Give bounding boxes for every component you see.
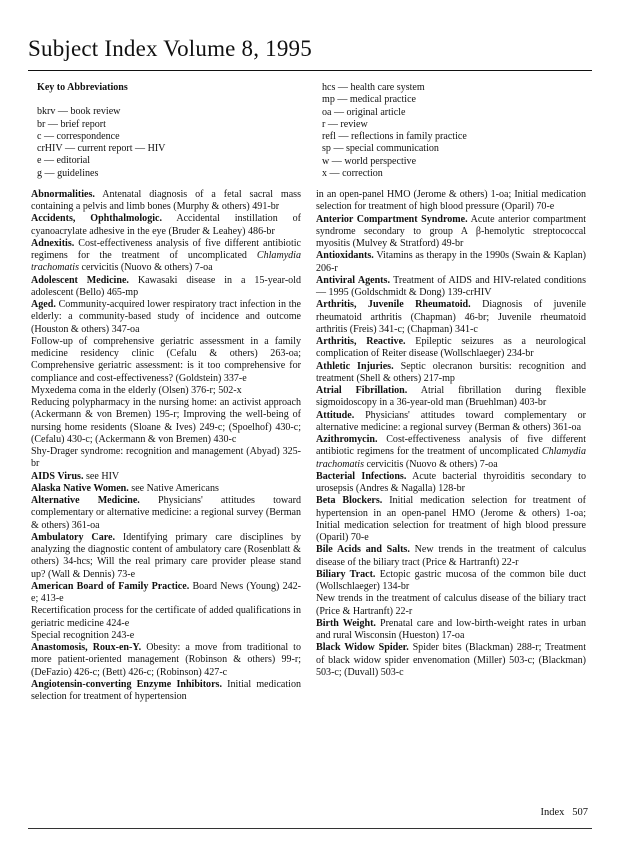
key-item: mp — medical practice <box>322 94 417 106</box>
index-entry <box>316 214 586 251</box>
entry-text: see HIV <box>83 470 120 482</box>
footer-label: Index <box>540 807 565 818</box>
index-term: Biliary Tract. <box>316 568 376 580</box>
index-entry <box>31 642 301 679</box>
index-term: Atrial Fibrillation. <box>316 385 408 396</box>
entry-text: New trends in the treatment of calculus disease of the biliary tract (Price & Hartranft) 22-r <box>316 544 586 568</box>
index-entry <box>316 544 586 569</box>
key-item: sp — special communication <box>322 143 439 155</box>
index-entry <box>31 213 301 238</box>
index-entry <box>31 471 301 483</box>
index-subentry: New trends in the treatment of calculus disease of the biliary tract (Price & Hartranft) 22-r <box>316 593 586 617</box>
entry-text: Spider bites (Blackman) 288-r; Treatment of black widow spider envenomation (Miller) 503-c; (Blackman) 503-c; (Duvall) 503-c <box>316 642 586 678</box>
index-entry <box>31 532 301 581</box>
entry-text: Acute bacterial thyroiditis secondary to urosepsis (Andres & Nagalla) 128-br <box>316 470 586 494</box>
index-subentry: Follow-up of comprehensive geriatric assessment in a family medicine residency clinic (Cefalu & others) 263-oa; Comprehensive geriatric assessment: is it too comprehensive for compliance and cost-effectiveness? (Goldstein) 337-e <box>31 335 301 384</box>
index-entry <box>31 483 301 495</box>
entry-text: Board News (Young) 242-e; 413-e <box>31 580 301 604</box>
entry-text: Identifying primary care disciplines by analyzing the diagnostic content of ambulatory care (Rosenblatt & others) 34-hcs; Will the real primary care provider please stand up? (Wall & Dennis) 73-e <box>31 531 301 580</box>
index-entry <box>316 471 586 496</box>
index-entry <box>316 618 586 643</box>
index-entry <box>316 642 586 679</box>
index-term: Anterior Compartment Syndrome. <box>316 213 468 225</box>
right-column <box>316 78 586 679</box>
index-entry <box>316 434 586 471</box>
index-entry <box>31 679 301 704</box>
index-entry <box>316 385 586 410</box>
index-entry <box>316 336 586 361</box>
index-term: Beta Blockers. <box>316 495 383 507</box>
key-list-left <box>31 106 301 180</box>
index-entry <box>316 299 586 336</box>
key-item: x — correction <box>322 167 383 179</box>
entry-text: cervicitis (Nuovo & others) 7-oa <box>364 458 498 470</box>
entry-text: cervicitis (Nuovo & others) 7-oa <box>79 262 213 274</box>
key-item: br — brief report <box>37 118 106 130</box>
entry-text: Acute anterior compartment syndrome secondary to group A β-hemolytic streptococcal myositis (Mulvey & Stratford) 49-br <box>316 213 587 249</box>
index-term: Bacterial Infections. <box>316 470 407 482</box>
key-item: crHIV — current report — HIV <box>37 143 166 154</box>
key-list-right <box>316 82 586 180</box>
entry-text: Diagnosis of juvenile rheumatoid arthritis (Chapman) 46-br; Juvenile rheumatoid arthritis (Freis) 341-c; (Chapman) 341-c <box>316 299 586 335</box>
index-term: Antioxidants. <box>316 250 374 262</box>
key-item: refl — reflections in family practice <box>322 131 467 142</box>
footer-rule <box>28 828 592 829</box>
index-entry <box>31 581 301 606</box>
index-term: Angiotensin-converting Enzyme Inhibitors. <box>31 678 222 690</box>
entry-italic: Chlamydia trachomatis <box>316 446 586 470</box>
left-column <box>31 78 301 703</box>
index-term: Black Widow Spider. <box>316 642 409 654</box>
entry-text: Physicians' attitudes toward complementary or alternative medicine: a regional survey (Berman & others) 361-oa <box>316 409 586 433</box>
entry-text: Cost-effectiveness analysis of five different antibiotic regimens for the treatment of uncomplicated <box>31 237 301 261</box>
entry-text: Physicians' attitudes toward complementary or alternative medicine: a regional survey (Berman & others) 361-oa <box>31 495 302 531</box>
entry-text: Prenatal care and low-birth-weight rates in urban and rural Wisconsin (Hueston) 17-oa <box>316 617 587 641</box>
index-term: AIDS Virus. <box>31 470 84 482</box>
index-subentry: Myxedema coma in the elderly (Olsen) 376-r; 502-x <box>31 384 242 396</box>
index-entry <box>316 410 586 435</box>
key-item: w — world perspective <box>322 155 417 167</box>
entry-text: Cost-effectiveness analysis of five different antibiotic regimens for the treatment of uncomplicated <box>316 434 586 458</box>
index-term: Attitude. <box>316 409 355 421</box>
index-continuation: in an open-panel HMO (Jerome & others) 1-oa; Initial medication selection for treatment of high blood pressure (Oparil) 70-e <box>316 189 586 213</box>
index-entry <box>31 275 301 300</box>
entry-text: Septic olecranon bursitis: recognition and treatment (Shell & others) 217-mp <box>316 360 586 384</box>
index-entry <box>31 189 301 214</box>
entry-text: Epileptic seizures as a neurological complication of Reiter disease (Wollschlaeger) 234-br <box>316 336 586 360</box>
entry-text: Vitamins as therapy in the 1990s (Swain & Kaplan) 206-r <box>316 250 586 274</box>
index-term: Adnexitis. <box>31 237 75 249</box>
index-term: Accidents, Ophthalmologic. <box>31 213 162 225</box>
index-term: Arthritis, Reactive. <box>316 336 406 347</box>
page-footer <box>540 807 588 818</box>
index-term: Birth Weight. <box>316 617 376 629</box>
index-term: Azithromycin. <box>316 434 378 445</box>
index-term: American Board of Family Practice. <box>31 580 190 592</box>
index-subentry: Reducing polypharmacy in the nursing home: an activist approach (Ackermann & von Bremen) 195-r; Improving the well-being of nursing home residents (Sloane & Ives) 249-c; (Spoelhof) 430-c; (Cefalu) 430-c; (Ackermann & von Bremen) 430-c <box>31 397 301 445</box>
entry-text: Treatment of AIDS and HIV-related conditions — 1995 (Goldschmidt & Dong) 139-crHIV <box>316 274 586 298</box>
entry-text: Community-acquired lower respiratory tract infection in the elderly: a community-based study of incidence and outcome (Houston & others) 347-oa <box>31 299 301 335</box>
index-entry <box>316 569 586 594</box>
index-term: Ambulatory Care. <box>31 531 115 543</box>
index-term: Antiviral Agents. <box>316 274 390 286</box>
entry-text: Ectopic gastric mucosa of the common bile duct (Wollschlaeger) 134-br <box>316 568 586 592</box>
entry-text: Initial medication selection for treatment of hypertension in an open-panel HMO (Jerome & others) 1-oa; Initial medication selection for treatment of high blood pressure (Oparil) 70-e <box>316 495 586 543</box>
key-item: hcs — health care system <box>322 82 425 93</box>
index-term: Arthritis, Juvenile Rheumatoid. <box>316 299 471 311</box>
index-term: Adolescent Medicine. <box>31 274 129 286</box>
key-item: bkrv — book review <box>37 106 121 118</box>
key-heading: Key to Abbreviations <box>37 82 128 93</box>
index-subentry: Recertification process for the certificate of added qualifications in geriatric medicine 424-e <box>31 605 301 629</box>
index-entry <box>316 361 586 386</box>
key-item: r — review <box>322 118 368 130</box>
entry-text: see Native Americans <box>128 482 219 494</box>
key-item: oa — original article <box>322 106 406 118</box>
index-term: Bile Acids and Salts. <box>316 544 410 556</box>
entry-italic: Chlamydia trachomatis <box>31 250 301 274</box>
index-term: Alternative Medicine. <box>31 495 140 506</box>
page-number: 507 <box>572 807 588 818</box>
index-term: Alaska Native Women. <box>31 482 129 494</box>
entry-text: Initial medication selection for treatment of hypertension <box>31 678 301 702</box>
index-subentry: Shy-Drager syndrome: recognition and management (Abyad) 325-br <box>31 446 301 470</box>
index-entry <box>316 250 586 275</box>
index-entry <box>316 495 586 544</box>
index-term: Athletic Injuries. <box>316 360 394 372</box>
entry-text: Obesity: a move from traditional to more patient-oriented management (Robinson & others) 99-r; (DeFazio) 426-c; (Bett) 426-c; (Robinson) 427-c <box>31 642 301 678</box>
index-term: Abnormalities. <box>31 188 95 200</box>
index-term: Anastomosis, Roux-en-Y. <box>31 642 142 653</box>
index-term: Aged. <box>31 299 56 310</box>
index-subentry: Special recognition 243-e <box>31 629 135 641</box>
index-entry <box>31 238 301 275</box>
index-entry <box>316 275 586 300</box>
index-entry <box>31 299 301 336</box>
page-title: Subject Index Volume 8, 1995 <box>28 36 312 61</box>
index-entry <box>31 495 301 532</box>
key-item: e — editorial <box>37 155 91 167</box>
header-rule <box>28 70 592 71</box>
key-item: g — guidelines <box>37 167 99 179</box>
entry-text: Kawasaki disease in a 15-year-old adolescent (Bello) 465-mp <box>31 274 301 298</box>
entry-text: Accidental instillation of cyanoacrylate adhesive in the eye (Bruder & Leahey) 486-br <box>31 213 301 237</box>
entry-text: Atrial fibrillation during flexible sigmoidoscopy in a 36-year-old man (Bruehlman) 403-br <box>316 385 587 409</box>
entry-text: Antenatal diagnosis of a fetal sacral mass containing a pelvis and limb bones (Murphy & others) 491-br <box>31 188 301 212</box>
key-item: c — correspondence <box>37 130 120 142</box>
